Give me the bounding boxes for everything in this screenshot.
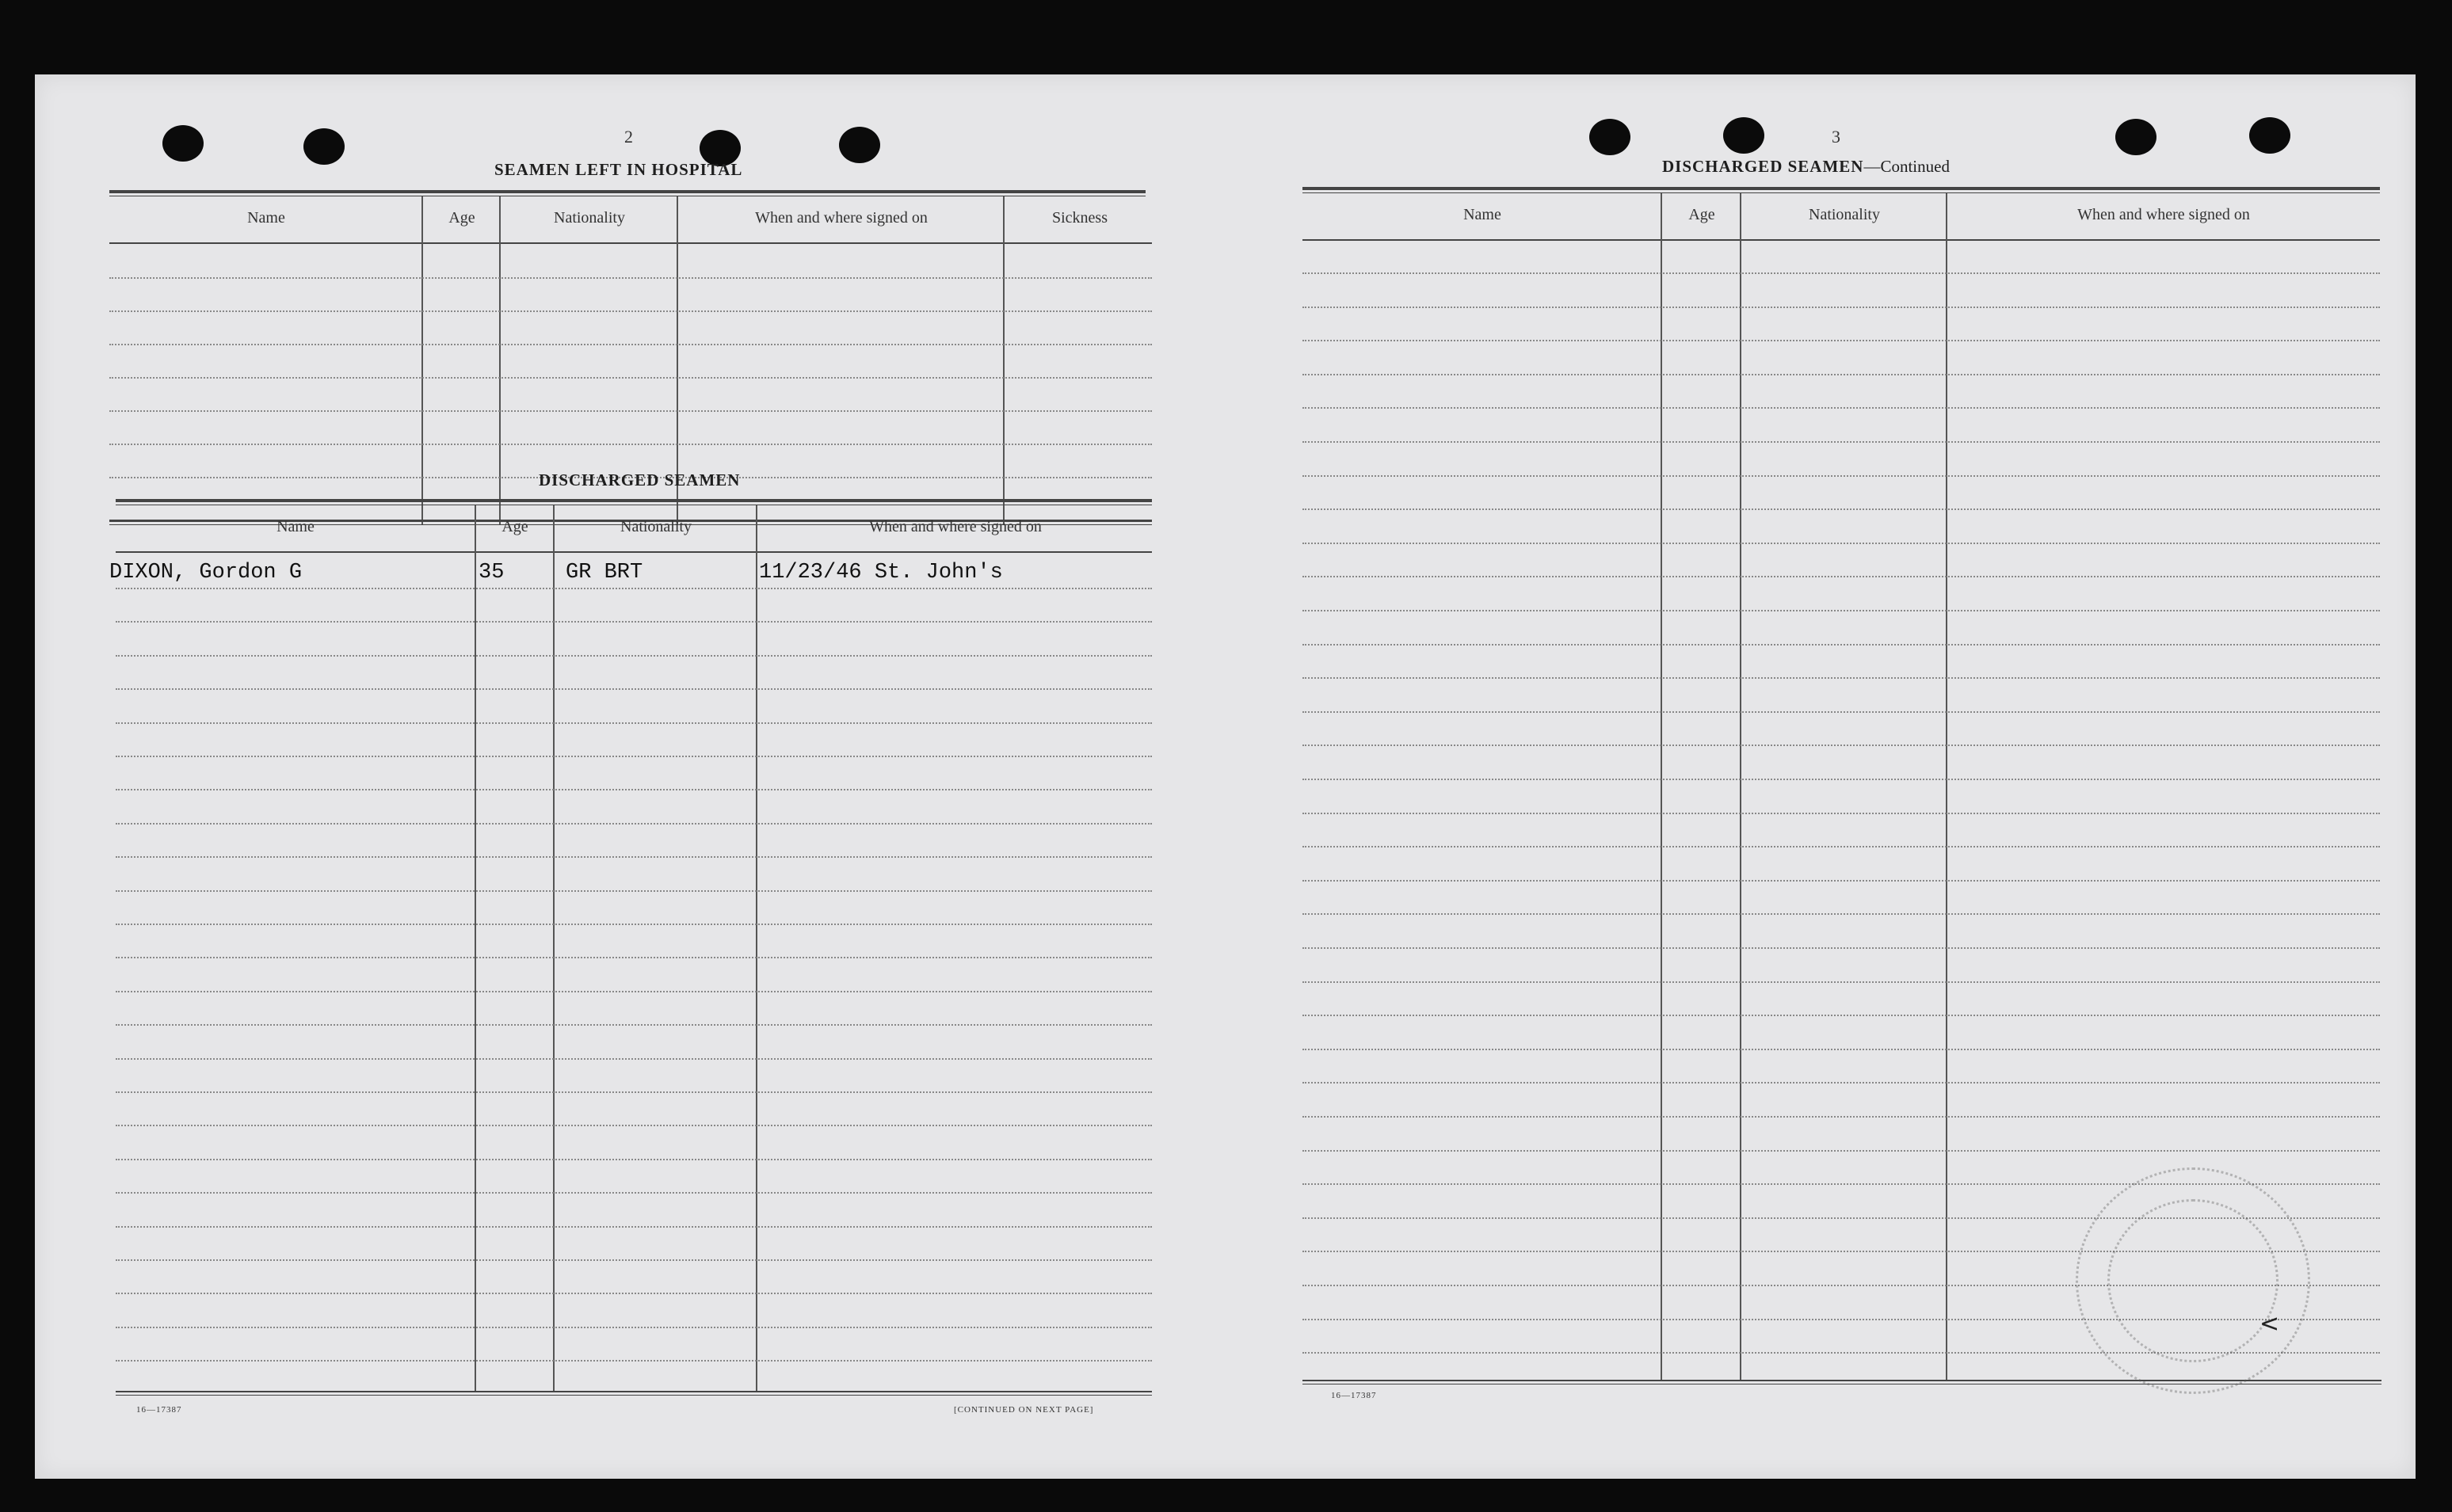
punch-hole xyxy=(2115,119,2156,155)
row-line xyxy=(116,789,1152,790)
table-top-rule xyxy=(116,499,1152,502)
row-line xyxy=(1302,1116,2380,1118)
table-bottom-rule xyxy=(116,1395,1152,1396)
row-line xyxy=(116,1259,1152,1261)
row-line xyxy=(109,377,1152,379)
column-header-nationality: Nationality xyxy=(1809,206,1880,223)
column-header-name: Name xyxy=(276,518,315,535)
row-line xyxy=(109,444,1152,445)
punch-hole xyxy=(2249,117,2290,154)
row-line xyxy=(1302,374,2380,375)
row-line xyxy=(116,722,1152,724)
continued-note: [CONTINUED ON NEXT PAGE] xyxy=(954,1405,1094,1415)
row-line xyxy=(116,688,1152,690)
row-line xyxy=(1302,779,2380,780)
faded-stamp xyxy=(2107,1199,2278,1362)
row-line xyxy=(1302,475,2380,477)
row-line xyxy=(1302,677,2380,679)
row-line xyxy=(116,1159,1152,1160)
row-line xyxy=(116,756,1152,757)
seaman-name: DIXON, Gordon G xyxy=(109,561,303,585)
punch-hole xyxy=(162,125,204,162)
row-line xyxy=(1302,711,2380,713)
discharged-section-title: DISCHARGED SEAMEN xyxy=(539,470,741,489)
row-line xyxy=(1302,745,2380,746)
title-text: DISCHARGED SEAMEN xyxy=(1662,157,1864,176)
row-line xyxy=(1302,1015,2380,1016)
punch-hole xyxy=(1589,119,1630,155)
column-header-name: Name xyxy=(247,209,285,227)
row-line xyxy=(1302,272,2380,274)
row-line xyxy=(1302,1082,2380,1084)
column-divider xyxy=(1946,193,1947,1380)
column-header-age: Age xyxy=(1688,206,1715,223)
row-line xyxy=(116,890,1152,892)
punch-hole xyxy=(303,128,345,165)
row-line xyxy=(1302,543,2380,544)
row-line xyxy=(116,823,1152,825)
form-number: 16—17387 xyxy=(1331,1391,1377,1400)
column-header-age: Age xyxy=(448,209,475,227)
row-line xyxy=(1302,610,2380,611)
row-line xyxy=(116,1293,1152,1294)
column-divider xyxy=(499,196,501,524)
page-number: 2 xyxy=(624,127,633,147)
seaman-age: 35 xyxy=(479,561,505,585)
document-sheet xyxy=(35,74,2416,1479)
table-top-rule xyxy=(1302,192,2380,193)
row-line xyxy=(109,310,1152,312)
row-line xyxy=(116,1125,1152,1126)
row-line xyxy=(116,991,1152,992)
row-line xyxy=(116,924,1152,925)
column-divider xyxy=(1003,196,1005,524)
row-line xyxy=(116,588,1152,589)
column-divider xyxy=(1661,193,1662,1380)
column-header-signed-on: When and where signed on xyxy=(755,209,928,227)
row-line xyxy=(1302,340,2380,341)
table-top-rule xyxy=(109,190,1146,193)
discharged-continued-title xyxy=(1662,157,1950,177)
header-rule xyxy=(109,242,1152,244)
column-header-nationality: Nationality xyxy=(554,209,625,227)
column-header-nationality: Nationality xyxy=(620,518,692,535)
header-rule xyxy=(1302,239,2380,241)
row-line xyxy=(1302,644,2380,646)
row-line xyxy=(116,1058,1152,1060)
row-line xyxy=(1302,913,2380,915)
row-line xyxy=(109,410,1152,412)
row-line xyxy=(1302,813,2380,814)
margin-mark: < xyxy=(2259,1310,2280,1338)
seaman-nationality: GR BRT xyxy=(566,561,643,585)
column-divider xyxy=(1740,193,1741,1380)
row-line xyxy=(116,1360,1152,1362)
hospital-section-title: SEAMEN LEFT IN HOSPITAL xyxy=(494,160,743,179)
table-top-rule xyxy=(1302,187,2380,190)
table-bottom-rule xyxy=(116,1391,1152,1392)
form-number: 16—17387 xyxy=(136,1405,182,1415)
column-header-name: Name xyxy=(1463,206,1501,223)
page-number: 3 xyxy=(1832,127,1840,147)
row-line xyxy=(116,1327,1152,1328)
row-line xyxy=(109,344,1152,345)
column-header-signed-on: When and where signed on xyxy=(2077,206,2250,223)
row-line xyxy=(1302,880,2380,882)
row-line xyxy=(116,1226,1152,1228)
row-line xyxy=(116,1091,1152,1093)
row-line xyxy=(116,1024,1152,1026)
row-line xyxy=(1302,981,2380,983)
row-line xyxy=(116,957,1152,958)
row-line xyxy=(1302,1150,2380,1152)
column-header-signed-on: When and where signed on xyxy=(869,518,1042,535)
row-line xyxy=(109,277,1152,279)
column-header-sickness: Sickness xyxy=(1052,209,1108,227)
column-divider xyxy=(421,196,423,524)
row-line xyxy=(1302,947,2380,949)
row-line xyxy=(116,621,1152,623)
column-header-age: Age xyxy=(501,518,528,535)
row-line xyxy=(1302,441,2380,443)
header-rule xyxy=(116,551,1152,553)
row-line xyxy=(1302,1049,2380,1050)
seaman-signed-on: 11/23/46 St. John's xyxy=(759,561,1003,585)
punch-hole xyxy=(839,127,880,163)
punch-hole xyxy=(1723,117,1764,154)
row-line xyxy=(1302,576,2380,577)
row-line xyxy=(1302,407,2380,409)
row-line xyxy=(116,856,1152,858)
title-suffix: —Continued xyxy=(1863,157,1950,176)
row-line xyxy=(116,1192,1152,1194)
row-line xyxy=(1302,846,2380,847)
row-line xyxy=(1302,508,2380,510)
row-line xyxy=(1302,307,2380,308)
row-line xyxy=(116,655,1152,657)
